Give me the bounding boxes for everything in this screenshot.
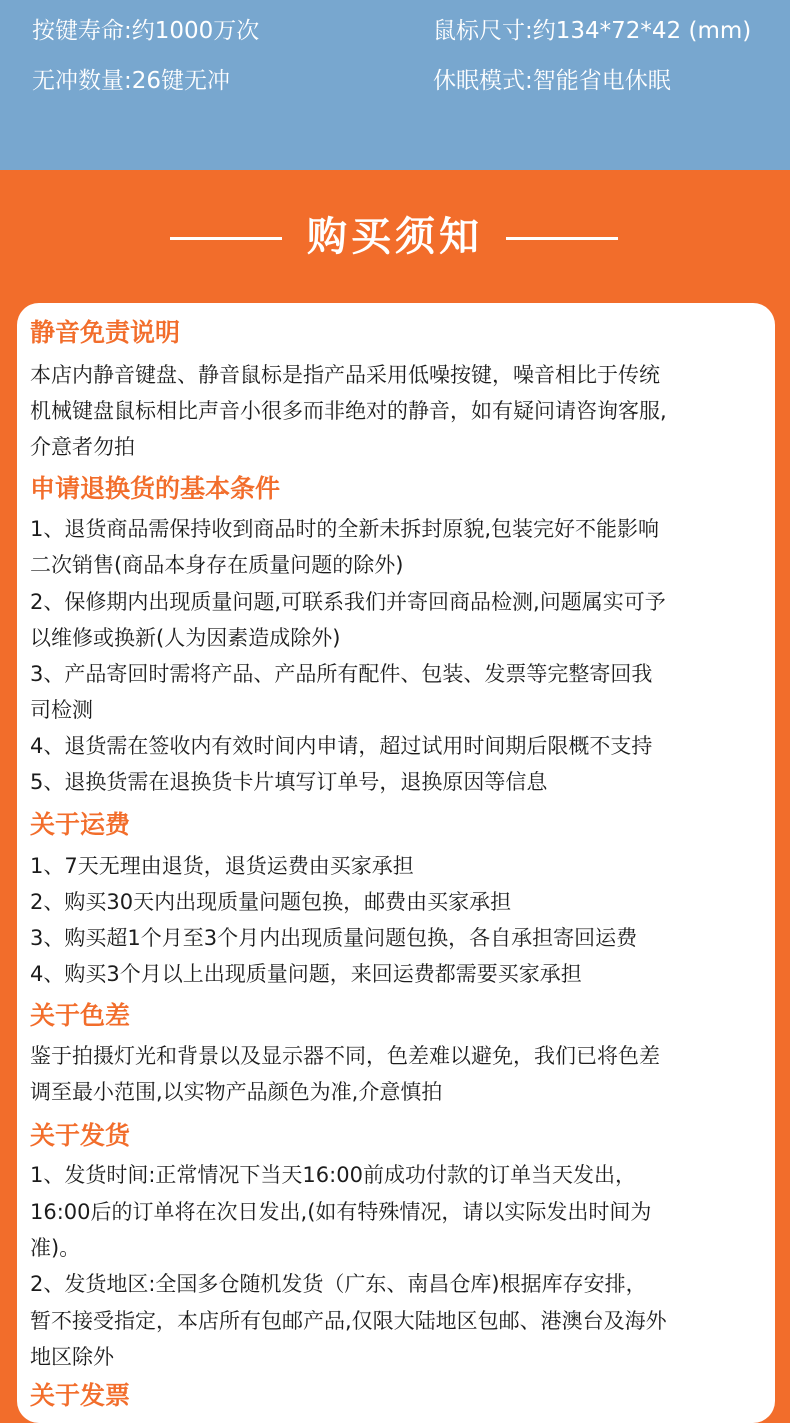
banner-right-rule xyxy=(506,237,618,240)
delivery-line: 地区除外 xyxy=(30,1345,114,1369)
return-line: 1、退货商品需保持收到商品时的全新未拆封原貌,包装完好不能影响 xyxy=(30,517,660,541)
section-title-color: 关于色差 xyxy=(30,1001,131,1030)
spec-anti-ghost: 无冲数量:26键无冲 xyxy=(32,68,231,94)
specs-panel xyxy=(0,0,790,170)
delivery-line: 准)。 xyxy=(30,1236,81,1260)
shipping-fee-line: 4、购买3个月以上出现质量问题，来回运费都需要买家承担 xyxy=(30,962,582,986)
return-line: 二次销售(商品本身存在质量问题的除外) xyxy=(30,553,404,577)
banner-title: 购买须知 xyxy=(307,214,483,260)
spec-key-life: 按键寿命:约1000万次 xyxy=(32,18,260,44)
color-line: 鉴于拍摄灯光和背景以及显示器不同，色差难以避免，我们已将色差 xyxy=(30,1044,660,1068)
delivery-line: 16:00后的订单将在次日发出,(如有特殊情况，请以实际发出时间为 xyxy=(30,1200,652,1224)
shipping-fee-line: 2、购买30天内出现质量问题包换，邮费由买家承担 xyxy=(30,890,512,914)
shipping-fee-line: 3、购买超1个月至3个月内出现质量问题包换，各自承担寄回运费 xyxy=(30,926,638,950)
color-line: 调至最小范围,以实物产品颜色为准,介意慎拍 xyxy=(30,1080,443,1104)
spec-mouse-size: 鼠标尺寸:约134*72*42 (mm) xyxy=(433,18,752,44)
section-title-invoice: 关于发票 xyxy=(30,1381,131,1410)
notice-card xyxy=(17,303,775,1423)
spec-sleep-mode: 休眠模式:智能省电休眠 xyxy=(433,68,671,94)
section-title-silent: 静音免责说明 xyxy=(30,318,181,347)
silent-line: 机械键盘鼠标相比声音小很多而非绝对的静音，如有疑问请咨询客服, xyxy=(30,399,667,423)
return-line: 5、退换货需在退换货卡片填写订单号，退换原因等信息 xyxy=(30,770,548,794)
return-line: 4、退货需在签收内有效时间内申请，超过试用时间期后限概不支持 xyxy=(30,734,653,758)
delivery-line: 1、发货时间:正常情况下当天16:00前成功付款的订单当天发出， xyxy=(30,1163,636,1187)
section-title-delivery: 关于发货 xyxy=(30,1121,131,1150)
shipping-fee-line: 1、7天无理由退货，退货运费由买家承担 xyxy=(30,854,414,878)
silent-line: 本店内静音键盘、静音鼠标是指产品采用低噪按键，噪音相比于传统 xyxy=(30,363,660,387)
section-title-return: 申请退换货的基本条件 xyxy=(30,474,281,503)
return-line: 2、保修期内出现质量问题,可联系我们并寄回商品检测,问题属实可予 xyxy=(30,590,666,614)
delivery-line: 2、发货地区:全国多仓随机发货（广东、南昌仓库)根据库存安排， xyxy=(30,1272,647,1296)
delivery-line: 暂不接受指定，本店所有包邮产品,仅限大陆地区包邮、港澳台及海外 xyxy=(30,1309,667,1333)
return-line: 3、产品寄回时需将产品、产品所有配件、包装、发票等完整寄回我 xyxy=(30,662,653,686)
return-line: 以维修或换新(人为因素造成除外) xyxy=(30,626,341,650)
silent-line: 介意者勿拍 xyxy=(30,435,135,459)
section-title-shipping-fee: 关于运费 xyxy=(30,810,131,839)
purchase-notice-banner xyxy=(0,200,790,275)
return-line: 司检测 xyxy=(30,698,93,722)
